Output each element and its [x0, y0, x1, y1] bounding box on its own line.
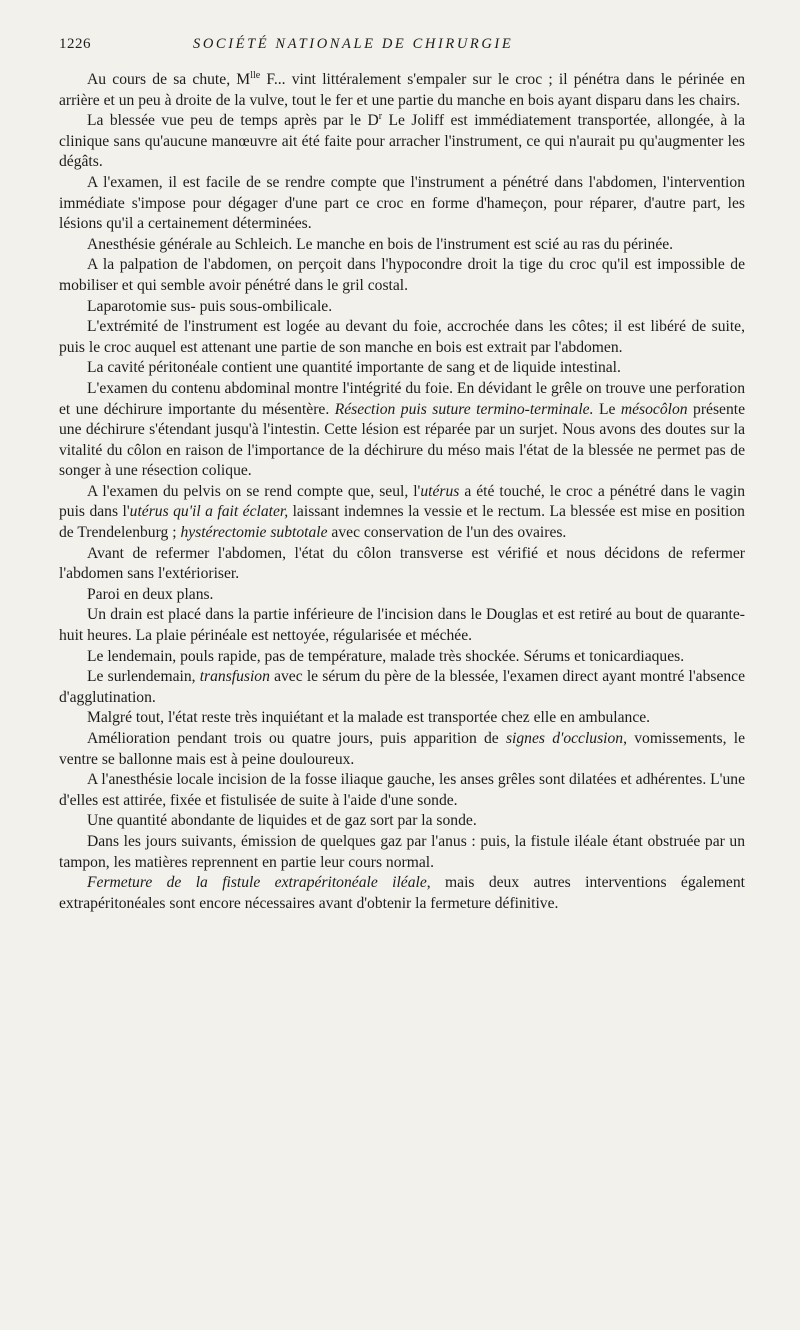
paragraph: Un drain est placé dans la partie inférieure de l'incision dans le Douglas et est retiré au bout de quarante-huit heures. La plaie périnéale est nettoyée, régularisée et méchée. — [59, 606, 745, 645]
article-body — [59, 70, 745, 914]
page-number: 1226 — [59, 36, 91, 52]
paragraph: L'extrémité de l'instrument est logée au devant du foie, accrochée dans les côtes; il est libéré de suite, puis le croc auquel est attenant une partie de son manche en bois est extrait par l'abdomen. — [59, 318, 745, 356]
paragraph: Une quantité abondante de liquides et de gaz sort par la sonde. — [87, 812, 477, 830]
paragraph: Dans les jours suivants, émission de quelques gaz par l'anus : puis, la fistule iléale étant obstruée par un tampon, les matières reprennent en partie leur cours normal. — [59, 832, 745, 871]
paragraph: A la palpation de l'abdomen, on perçoit dans l'hypocondre droit la tige du croc qu'il est impossible de mobiliser et qui semble avoir pénétré dans le gril costal. — [59, 256, 745, 294]
paragraph: Paroi en deux plans. — [87, 585, 214, 603]
paragraph: A l'examen du pelvis on se rend compte que, seul, l'utérus a été touché, le croc a pénétré dans le vagin puis dans l'utérus qu'il a fait éclater, laissant indemnes la vessie et le rectum. La blessée est mise en position de Trendelenburg ; hystérectomie subtotale avec conservation de l'un des ovaires. — [59, 482, 745, 542]
paragraph: L'examen du contenu abdominal montre l'intégrité du foie. En dévidant le grêle on trouve une perforation et une déchirure importante du mésentère. Résection puis suture termino-terminale. Le mésocôlon présente une déchirure s'étendant jusqu'à l'intestin. Cette lésion est réparée par un surjet. Nous avons des doutes sur la vitalité du côlon en raison de l'importance de la déchirure du méso mais l'état de la blessée ne permet pas de songer à une résection colique. — [59, 379, 745, 480]
paragraph: La cavité péritonéale contient une quantité importante de sang et de liquide intestinal. — [87, 359, 621, 377]
paragraph: Laparotomie sus- puis sous-ombilicale. — [87, 297, 333, 315]
paragraph: Le surlendemain, transfusion avec le sérum du père de la blessée, l'examen direct ayant montré l'absence d'agglutination. — [59, 668, 746, 706]
paragraph: A l'anesthésie locale incision de la fosse iliaque gauche, les anses grêles sont dilatées et adhérentes. L'une d'elles est attirée, fixée et fistulisée de suite à l'aide d'une sonde. — [59, 771, 745, 809]
paragraph: A l'examen, il est facile de se rendre compte que l'instrument a pénétré dans l'abdomen, l'intervention immédiate s'impose pour dégager d'une part ce croc en forme d'hameçon, pour réparer, d'autre part, les lésions qu'il a certainement déterminées. — [59, 173, 745, 233]
running-title: SOCIÉTÉ NATIONALE DE CHIRURGIE — [193, 36, 514, 52]
paragraph: Avant de refermer l'abdomen, l'état du côlon transverse est vérifié et nous décidons de refermer l'abdomen sans l'extérioriser. — [59, 544, 745, 583]
paragraph: Anesthésie générale au Schleich. Le manche en bois de l'instrument est scié au ras du périnée. — [87, 235, 674, 253]
paragraph: Le lendemain, pouls rapide, pas de température, malade très shockée. Sérums et tonicardiaques. — [87, 647, 685, 665]
paragraph: Malgré tout, l'état reste très inquiétant et la malade est transportée chez elle en ambulance. — [87, 709, 651, 727]
page-header — [59, 36, 745, 58]
paragraph: Amélioration pendant trois ou quatre jours, puis apparition de signes d'occlusion, vomissements, le ventre se ballonne mais est à peine douloureux. — [59, 730, 745, 768]
paragraph: Fermeture de la fistule extrapéritonéale iléale, mais deux autres interventions également extrapéritonéales sont encore nécessaires avant d'obtenir la fermeture définitive. — [59, 874, 745, 912]
paragraph: Au cours de sa chute, $M^{lle}$ F... vint littéralement s'empaler sur le croc ; il pénétra dans le périnée en arrière et un peu à droite de la vulve, tout le fer et une partie du manche en bois ayant disparu dans les chairs. — [59, 69, 745, 109]
paragraph: La blessée vue peu de temps après par le $D^r$ Le Joliff est immédiatement transportée, allongée, à la clinique sans qu'aucune manœuvre ait été faite pour arracher l'instrument, ce qui n'aurait pu qu'augmenter les dégâts. — [59, 111, 746, 171]
